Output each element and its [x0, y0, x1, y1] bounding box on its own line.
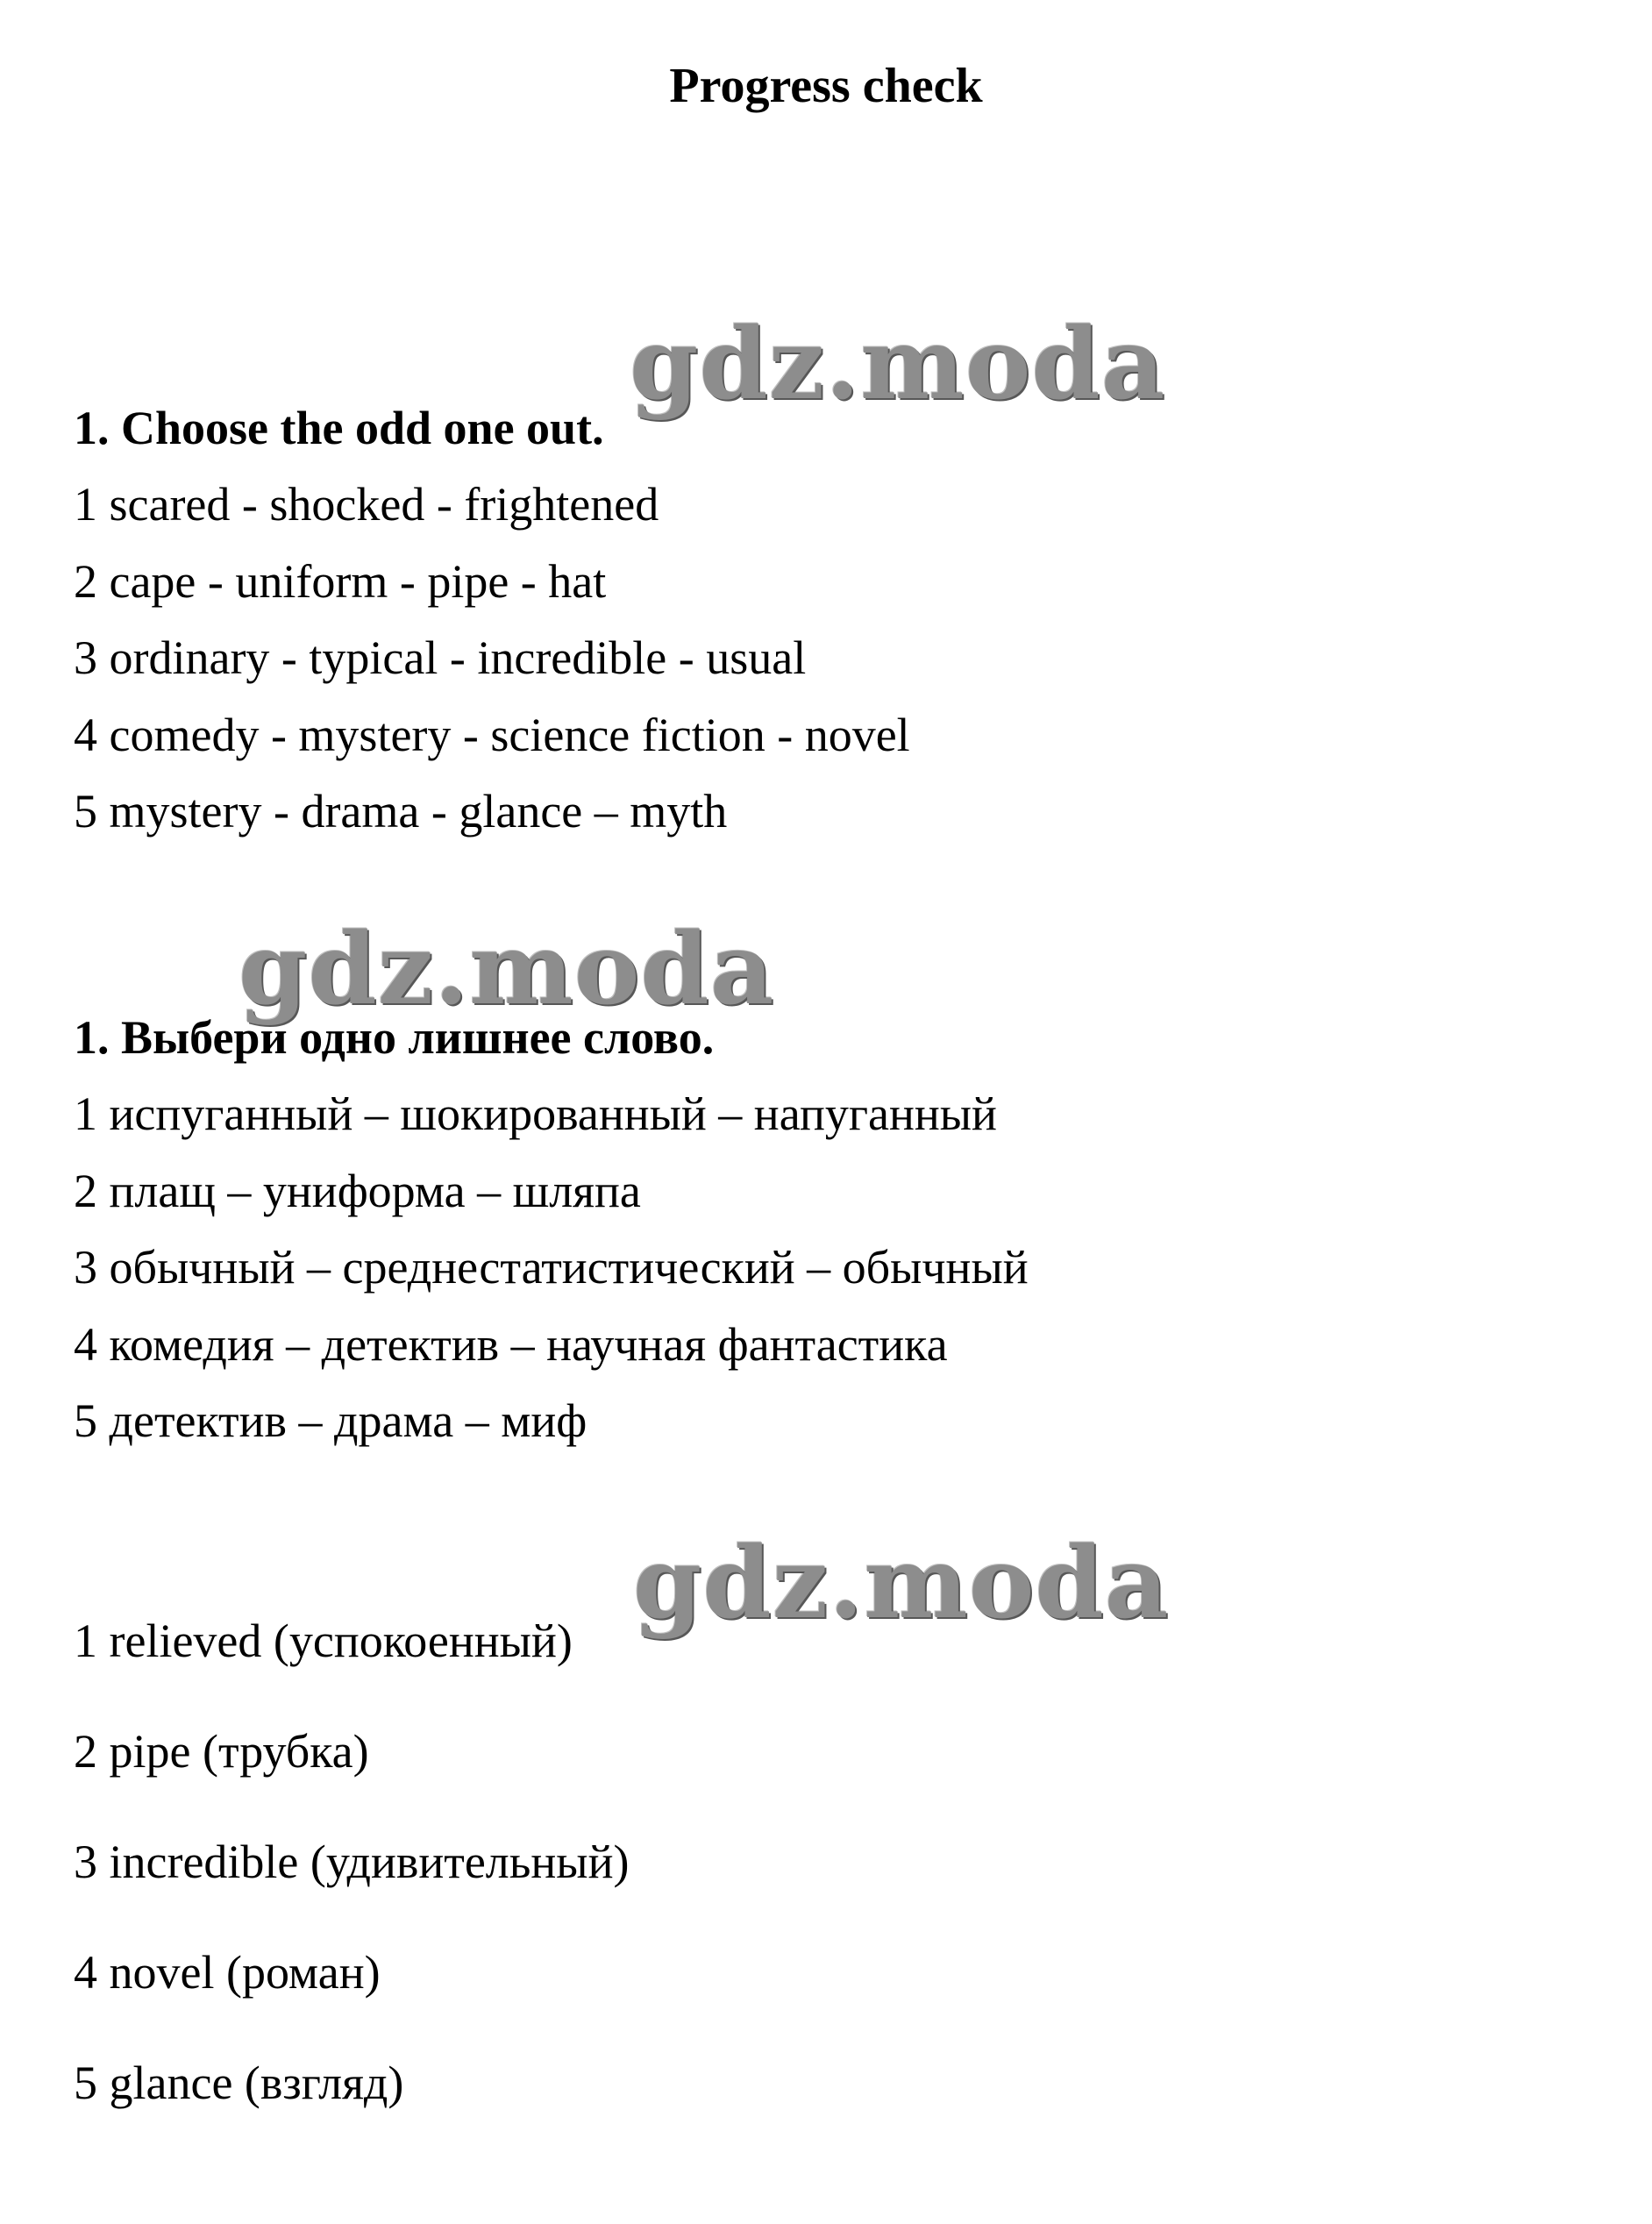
answers-list: [74, 1586, 1564, 2138]
watermark: gdz.moda: [633, 1526, 1170, 1641]
task-item: 1 scared - shocked - frightened: [74, 478, 659, 531]
page-title: Progress check: [669, 59, 983, 113]
answer-item: 5 glance (взгляд): [74, 2056, 404, 2109]
answer-item: 4 novel (роман): [74, 1946, 381, 1999]
answer-item: 1 relieved (успокоенный): [74, 1615, 573, 1667]
task-russian: [74, 1000, 1564, 1460]
task-item: 4 comedy - mystery - science fiction - novel: [74, 708, 910, 761]
task-item: 2 плащ – униформа – шляпа: [74, 1164, 641, 1217]
task-item: 1 испуганный – шокированный – напуганный: [74, 1087, 997, 1140]
answer-item: 2 pipe (трубка): [74, 1725, 369, 1778]
task-item: 4 комедия – детектив – научная фантастика: [74, 1317, 948, 1371]
task-heading: 1. Choose the odd one out.: [74, 402, 604, 454]
watermark: gdz.moda: [239, 912, 775, 1027]
task-item: 3 ordinary - typical - incredible - usual: [74, 631, 807, 684]
task-heading: 1. Выбери одно лишнее слово.: [74, 1011, 715, 1064]
answer-item: 3 incredible (удивительный): [74, 1836, 630, 1888]
task-item: 5 mystery - drama - glance – myth: [74, 785, 728, 838]
task-english: [74, 390, 1564, 851]
task-item: 2 cape - uniform - pipe - hat: [74, 554, 607, 608]
watermark: gdz.moda: [630, 307, 1166, 422]
task-item: 5 детектив – драма – миф: [74, 1394, 587, 1447]
task-item: 3 обычный – среднестатистический – обычный: [74, 1241, 1029, 1294]
